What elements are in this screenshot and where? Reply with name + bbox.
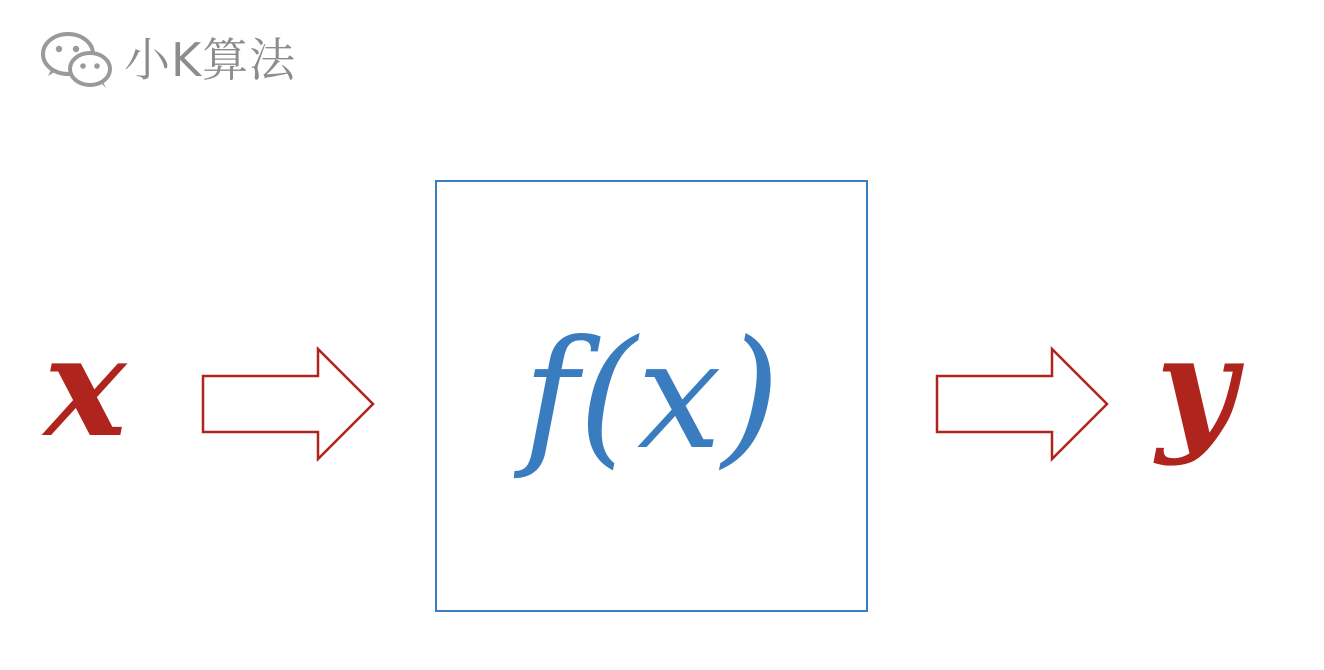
watermark-text: 小K算法 <box>124 33 297 87</box>
watermark <box>40 28 296 92</box>
input-arrow <box>200 346 380 462</box>
output-variable: y <box>1156 305 1237 468</box>
output-arrow <box>934 346 1114 462</box>
input-variable: x <box>44 305 127 468</box>
wechat-icon <box>40 30 114 90</box>
function-box <box>435 180 868 612</box>
function-label: f(x) <box>522 309 781 483</box>
